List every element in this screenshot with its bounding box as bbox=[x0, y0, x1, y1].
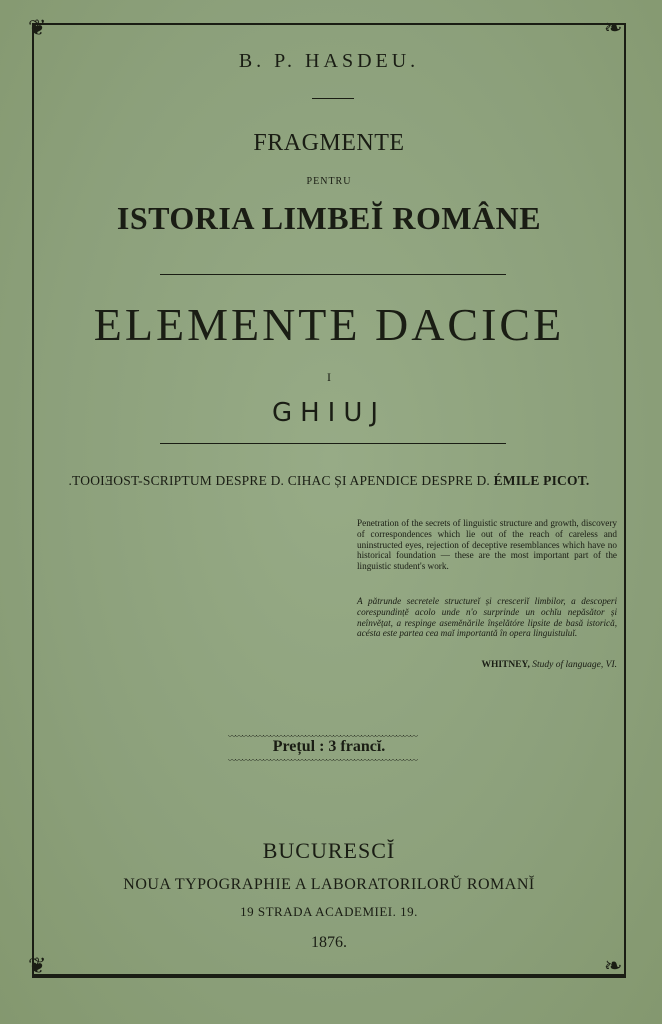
publisher-name: NOUA TYPOGRAPHIE A LABORATORILORŬ ROMANĬ bbox=[123, 876, 535, 893]
subject-title: ELEMENTE DACICE bbox=[93, 299, 565, 350]
title-istoria: ISTORIA LIMBEĬ ROMÂNE bbox=[116, 200, 542, 236]
publisher-address: 19 STRADA ACADEMIEI. 19. bbox=[240, 904, 418, 919]
epigraph-english: Penetration of the secrets of linguistic structure and growth, discovery of correspondences which lie out of the reach of careless and uninstructed eyes, rejection of deceptive resemblances which have no historical foundation — these are the most important part of the linguistic student's work. bbox=[357, 518, 617, 572]
publication-year: 1876. bbox=[311, 934, 347, 951]
corner-ornament-top-right: ❧ bbox=[604, 16, 623, 41]
epigraph-source: Study of language, VI. bbox=[532, 660, 617, 670]
postscript-bold: ÉMILE PICOT. bbox=[493, 473, 590, 488]
publisher-city: BUCURESCĬ bbox=[262, 838, 396, 863]
border-frame bbox=[32, 23, 626, 979]
subject-subtitle: GHIUJ bbox=[271, 398, 387, 428]
postscript-text: .TOOIƎOST-SCRIPTUM DESPRE D. CIHAC ȘI APENDICE DESPRE D. bbox=[68, 473, 494, 488]
price: Prețul : 3 francĭ. bbox=[272, 738, 386, 755]
conjunction: I bbox=[327, 370, 331, 384]
corner-ornament-bottom-left: ❦ bbox=[28, 954, 47, 979]
epigraph-attribution bbox=[357, 660, 617, 670]
bottom-border bbox=[32, 976, 626, 978]
title-fragmente: FRAGMENTE bbox=[253, 130, 405, 156]
wavy-rule-bottom: 〰〰〰〰〰〰〰〰〰〰〰〰〰〰〰〰〰〰〰〰〰〰〰〰〰〰〰 bbox=[228, 758, 417, 764]
corner-ornament-top-left: ❦ bbox=[28, 16, 47, 41]
epigraph-author: WHITNEY, bbox=[481, 660, 530, 670]
postscript-line bbox=[34, 473, 624, 489]
divider-2 bbox=[160, 443, 506, 444]
divider-short bbox=[312, 98, 354, 99]
epigraph-romanian: A pătrunde secretele structureĭ și cresceriĭ limbilor, a descoperi corespundințĕ acolo unde n'o surprinde un ochĭu nepăsător și neînvĕțat, a respinge asemĕnările înșelătóre lipsite de basă istorică, acésta este partea cea maĭ importantă în opera linguistuluĭ. bbox=[357, 596, 617, 639]
author-name: B. P. HASDEU. bbox=[238, 50, 420, 72]
wavy-rule-top: 〰〰〰〰〰〰〰〰〰〰〰〰〰〰〰〰〰〰〰〰〰〰〰〰〰〰〰 bbox=[228, 734, 417, 740]
divider-1 bbox=[160, 274, 506, 275]
corner-ornament-bottom-right: ❧ bbox=[604, 954, 623, 979]
title-pentru: PENTRU bbox=[306, 176, 352, 187]
